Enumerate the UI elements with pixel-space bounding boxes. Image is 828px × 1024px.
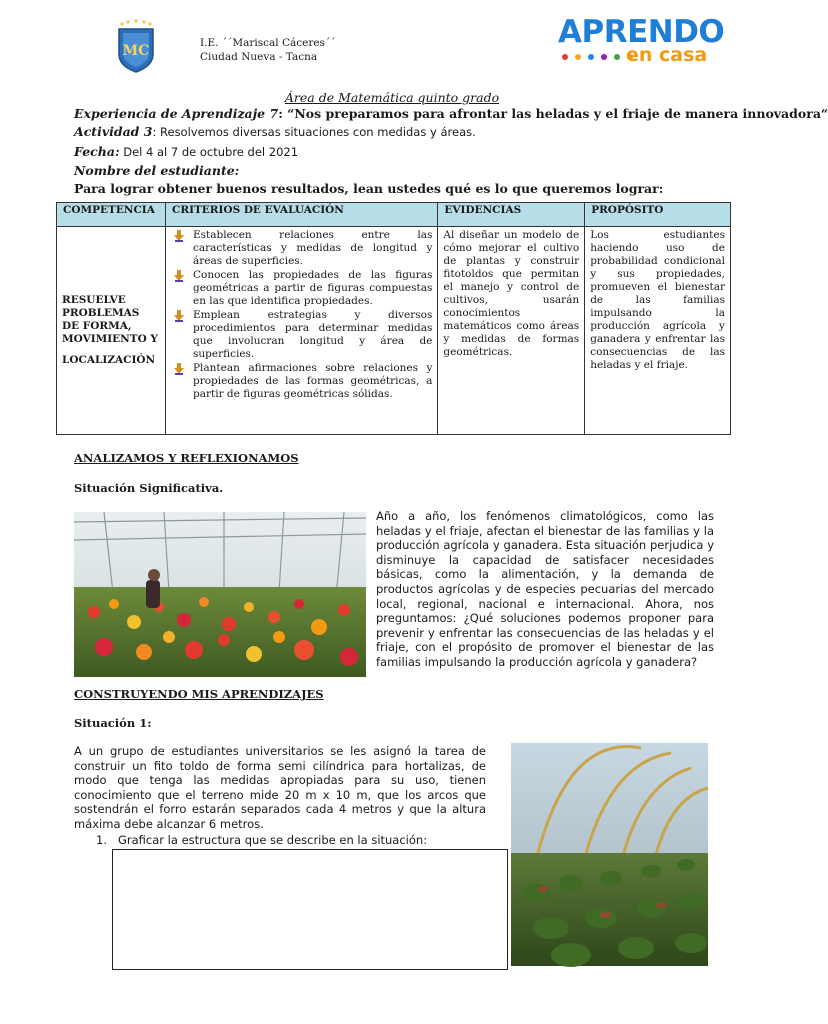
nombre-line — [74, 163, 239, 178]
table-header-row — [57, 203, 731, 227]
school-name: I.E. ´´Mariscal Cáceres´´ — [200, 37, 336, 49]
criterios-cell — [165, 227, 437, 435]
fecha-line — [74, 144, 298, 159]
greenhouse-flowers-photo — [74, 512, 366, 677]
question-1 — [96, 833, 427, 847]
proposito-cell: Los estudiantes haciendo uso de probabilidad condicional y sus propiedades, promueven el bienestar de las familias impulsando la producción agrícola y ganadera y enfrentar las consecuencias de las heladas y el friaje. — [585, 227, 731, 435]
header-proposito: PROPÓSITO — [585, 203, 731, 227]
competencia-text-2: LOCALIZACIÓN — [62, 354, 156, 366]
area-title: Área de Matemática quinto grado — [284, 90, 500, 105]
header-evidencias: EVIDENCIAS — [438, 203, 585, 227]
aprendo-en-casa-logo — [556, 14, 736, 66]
criterio-item: Emplean estrategias y diversos procedimientos para determinar medidas que involucran longitud y área de superficies. — [171, 309, 432, 361]
arrow-bullet-icon — [173, 310, 185, 322]
criterio-item: Plantean afirmaciones sobre relaciones y propiedades de las formas geométricas, a partir de figuras geométricas sólidas. — [171, 362, 432, 401]
criterio-item: Establecen relaciones entre las características y medidas de longitud y áreas de superficies. — [171, 229, 432, 268]
situacion-1-text: A un grupo de estudiantes universitarios se les asignó la tarea de construir un fito toldo de forma semi cilíndrica para hortalizas, de modo que tenga las medidas apropiadas para su uso, tienen conocimiento que el terreno mide 20 m x 10 m, que los arcos que sostendrán el forro estarán separados cada 4 metros y que la altura máxima debe alcanzar 6 metros. — [74, 744, 486, 831]
situacion-significativa-text: Año a año, los fenómenos climatológicos, como las heladas y el friaje, afectan el bienestar de las familias y la producción agrícola y ganadera. Esta situación perjudica y disminuye la capacidad de satisfacer necesidades básicas, como la alimentación, y la demanda de productos agrícolas y de especies pecuarias del mercado local, regional, nacional e internacional. Ahora, nos preguntamos: ¿Qué soluciones podemos proponer para prevenir y enfrentar las consecuencias de las heladas y el friaje, con el propósito de promover el bienestar de las familias impulsando la producción agrícola y ganadera? — [376, 509, 714, 669]
section-analizamos: ANALIZAMOS Y REFLEXIONAMOS — [74, 451, 299, 465]
greenhouse-tunnel-photo — [511, 743, 708, 966]
arrow-bullet-icon — [173, 363, 185, 375]
brand-title: APRENDO — [558, 14, 725, 50]
question-1-number: 1. — [96, 833, 107, 847]
section-construyendo: CONSTRUYENDO MIS APRENDIZAJES — [74, 687, 324, 701]
criterio-item: Conocen las propiedades de las figuras geométricas a partir de figuras compuestas en las que identifica propiedades. — [171, 269, 432, 308]
school-info — [200, 36, 335, 64]
nombre-label: Nombre del estudiante: — [74, 163, 240, 178]
evidencias-cell: Al diseñar un modelo de cómo mejorar el cultivo de plantas y construir fitotoldos que permitan el manejo y control de cultivos, usarán conocimientos matemáticos como áreas y medidas de formas geométricas. — [438, 227, 585, 435]
actividad-label: Actividad 3 — [74, 124, 153, 139]
brand-dots — [562, 54, 633, 60]
competencias-table — [56, 202, 731, 435]
arrow-bullet-icon — [173, 230, 185, 242]
criterios-list — [171, 229, 432, 401]
situacion-significativa-title: Situación Significativa. — [74, 481, 224, 495]
competencia-text: RESUELVE PROBLEMAS DE FORMA, MOVIMIENTO Y — [62, 294, 158, 345]
experiencia-label: Experiencia de Aprendizaje 7 — [74, 106, 279, 121]
table-row — [57, 227, 731, 435]
school-logo-text: MC — [122, 43, 150, 59]
header-criterios: CRITERIOS DE EVALUACIÓN — [165, 203, 437, 227]
fecha-label: Fecha: — [74, 144, 120, 159]
answer-box[interactable] — [112, 849, 508, 970]
question-1-text: Graficar la estructura que se describe en la situación: — [118, 833, 428, 847]
experiencia-line — [74, 106, 828, 121]
school-city: Ciudad Nueva - Tacna — [200, 51, 318, 63]
situacion-1-title: Situación 1: — [74, 716, 152, 730]
actividad-line — [74, 124, 476, 139]
school-logo — [116, 18, 156, 74]
intro-text: Para lograr obtener buenos resultados, lean ustedes qué es lo que queremos lograr: — [74, 181, 664, 196]
arrow-bullet-icon — [173, 270, 185, 282]
header-competencia: COMPETENCIA — [57, 203, 166, 227]
brand-subtitle: en casa — [626, 44, 708, 66]
experiencia-value: : “Nos preparamos para afrontar las heladas y el friaje de manera innovadora“ — [278, 106, 828, 121]
actividad-value: : Resolvemos diversas situaciones con medidas y áreas. — [152, 125, 476, 139]
competencia-cell — [57, 227, 166, 435]
fecha-value: Del 4 al 7 de octubre del 2021 — [119, 145, 299, 159]
